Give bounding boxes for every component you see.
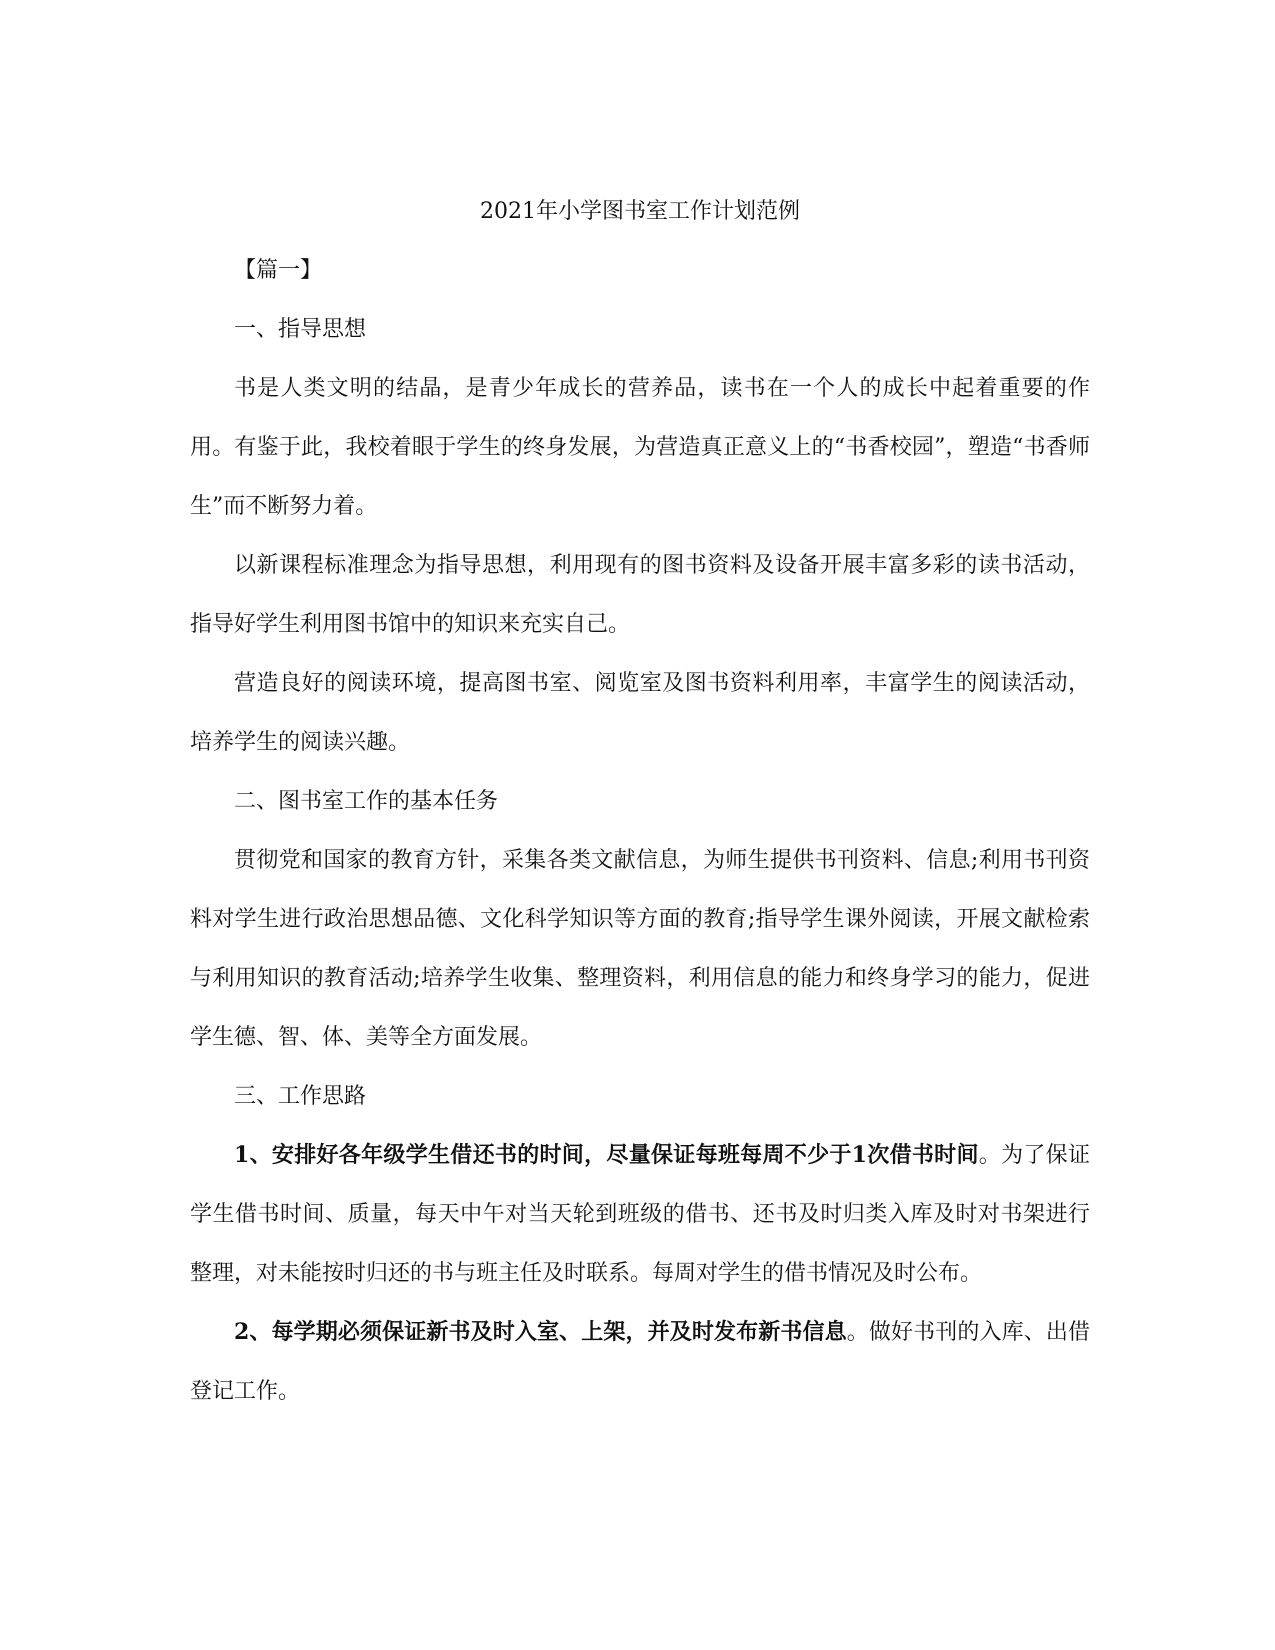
paragraph-4: 贯彻党和国家的教育方针，采集各类文献信息，为师生提供书刊资料、信息;利用书刊资料对学生进行政治思想品德、文化科学知识等方面的教育;指导学生课外阅读，开展文献检索与利用知识的教育活动;培养学生收集、整理资料，利用信息的能力和终身学习的能力，促进学生德、智、体、美等全方面发展。: [190, 848, 1090, 1050]
list-item-2-text: 。做好书刊的入库、出借登记工作。: [190, 1320, 1090, 1404]
heading-guiding-ideology: 一、指导思想: [234, 317, 367, 342]
paragraph-3: 营造良好的阅读环境，提高图书室、阅览室及图书资料利用率，丰富学生的阅读活动，培养学生的阅读兴趣。: [190, 671, 1090, 755]
document-title: 2021年小学图书室工作计划范例: [480, 199, 800, 224]
list-item-2: [190, 1303, 1090, 1421]
list-item-1-text: 。为了保证学生借书时间、质量，每天中午对当天轮到班级的借书、还书及时归类入库及时对书架进行整理，对未能按时归还的书与班主任及时联系。每周对学生的借书情况及时公布。: [190, 1143, 1090, 1286]
heading-basic-tasks: 二、图书室工作的基本任务: [234, 789, 499, 814]
list-item-1: [190, 1126, 1090, 1303]
section-label: 【篇一】: [234, 258, 323, 283]
document-body: [190, 183, 1090, 1421]
paragraph-2: 以新课程标准理念为指导思想，利用现有的图书资料及设备开展丰富多彩的读书活动，指导好学生利用图书馆中的知识来充实自己。: [190, 553, 1090, 637]
list-item-1-bold: 1、安排好各年级学生借还书的时间，尽量保证每班每周不少于1次借书时间: [234, 1142, 979, 1168]
heading-work-approach: 三、工作思路: [234, 1084, 367, 1109]
list-item-2-bold: 2、每学期必须保证新书及时入室、上架，并及时发布新书信息: [234, 1319, 847, 1345]
paragraph-1: 书是人类文明的结晶，是青少年成长的营养品，读书在一个人的成长中起着重要的作用。有鉴于此，我校着眼于学生的终身发展，为营造真正意义上的“书香校园”，塑造“书香师生”而不断努力着。: [190, 376, 1090, 519]
